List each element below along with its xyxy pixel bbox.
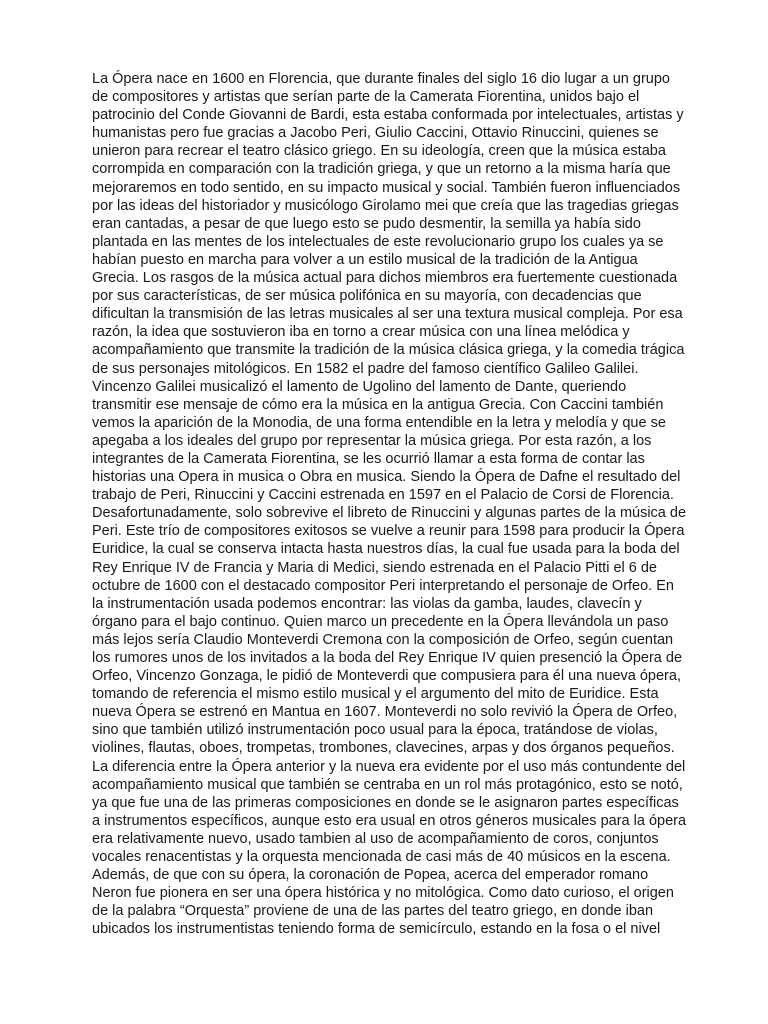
text-line: de sus personajes mitológicos. En 1582 el padre del famoso científico Galileo Galilei. <box>92 360 639 377</box>
text-line: de la palabra “Orquesta” proviene de una de las partes del teatro griego, en donde iban <box>92 903 654 920</box>
text-line: acompañamiento que transmite la tradición de la música clásica griega, y la comedia trágica <box>92 342 685 359</box>
text-line: trabajo de Peri, Rinuccini y Caccini estrenada en 1597 en el Palacio de Corsi de Florencia. <box>92 487 674 504</box>
text-line: corrompida en comparación con la tradición griega, y que un retorno a la misma haría que <box>92 161 671 178</box>
text-line: Rey Enrique IV de Francia y Maria di Medici, siendo estrenada en el Palacio Pitti el 6 de <box>92 559 657 576</box>
text-line: Además, de que con su ópera, la coronación de Popea, acerca del emperador romano <box>92 867 649 884</box>
text-line: integrantes de la Camerata Fiorentina, se les ocurrió llamar a esta forma de contar las <box>92 450 645 467</box>
text-line: mejoraremos en todo sentido, en su impacto musical y social. También fueron influenciados <box>92 179 681 196</box>
text-line: la instrumentación usada podemos encontrar: las violas da gamba, laudes, clavecín y <box>92 595 642 612</box>
text-line: unieron para recrear el teatro clásico griego. En su ideología, creen que la música estaba <box>92 143 666 160</box>
text-line: ya que fue una de las primeras composiciones en donde se le asignaron partes específicas <box>92 794 679 811</box>
text-line: por las ideas del historiador y musicólogo Girolamo mei que creía que las tragedias griegas <box>92 197 679 214</box>
text-line: era relativamente nuevo, usado tambien al uso de acompañamiento de coros, conjuntos <box>92 830 659 847</box>
text-line: más lejos sería Claudio Monteverdi Cremona con la composición de Orfeo, según cuentan <box>92 631 674 648</box>
text-line: los rumores unos de los invitados a la boda del Rey Enrique IV quien presenció la Ópera de <box>92 650 683 666</box>
text-line: historias una Opera in musica o Obra en musica. Siendo la Ópera de Dafne el resultado del <box>92 469 681 486</box>
text-line: vocales renacentistas y la orquesta mencionada de casi más de 40 músicos en la escena. <box>92 849 671 866</box>
text-line: dificultan la transmisión de las letras musicales al ser una textura musical compleja. Por esa <box>92 306 683 323</box>
text-line: sino que también utilizó instrumentación poco usual para la época, tratándose de violas, <box>92 722 658 739</box>
text-line: La diferencia entre la Ópera anterior y la nueva era evidente por el uso más contundente del <box>92 758 686 775</box>
text-line: plantada en las mentes de los intelectuales de este revolucionario grupo los cuales ya se <box>92 233 664 250</box>
text-line: Neron fue pionera en ser una ópera histórica y no mitológica. Como dato curioso, el origen <box>92 885 674 902</box>
text-line: transmitir ese mensaje de cómo era la música en la antigua Grecia. Con Caccini también <box>92 396 664 413</box>
text-line: habían puesto en marcha para volver a un estilo musical de la tradición de la Antigua <box>92 251 638 268</box>
text-line: tomando de referencia el mismo estilo musical y el argumento del mito de Euridice. Esta <box>92 686 659 703</box>
body-paragraph <box>92 70 687 939</box>
text-line: por sus características, de ser música polifónica en su mayoría, con decadencias que <box>92 288 642 305</box>
text-line: acompañamiento musical que también se centraba en un rol más protagónico, esto se notó, <box>92 776 683 793</box>
text-line: órgano para el bajo continuo. Quien marco un precedente en la Ópera llevándola un paso <box>92 613 669 630</box>
text-line: eran cantadas, a pesar de que luego esto se pudo desmentir, la semilla ya había sido <box>92 215 641 232</box>
text-line: vemos la aparición de la Monodia, de una forma entendible en la letra y melodía y que se <box>92 414 666 431</box>
text-line: octubre de 1600 con el destacado compositor Peri interpretando el personaje de Orfeo. En <box>92 577 674 594</box>
text-line: La Ópera nace en 1600 en Florencia, que durante finales del siglo 16 dio lugar a un grupo <box>92 71 670 87</box>
text-line: ubicados los instrumentistas teniendo forma de semicírculo, estando en la fosa o el nivel <box>92 921 661 938</box>
text-line: a instrumentos específicos, aunque esto era usual en otros géneros musicales para la ópera <box>92 812 687 829</box>
text-line: patrocinio del Conde Giovanni de Bardi, esta estaba conformada por intelectuales, artistas y <box>92 107 684 124</box>
text-line: violines, flautas, oboes, trompetas, trombones, clavecines, arpas y dos órganos pequeños. <box>92 740 675 757</box>
text-line: Grecia. Los rasgos de la música actual para dichos miembros era fuertemente cuestionada <box>92 270 678 287</box>
text-line: Orfeo, Vincenzo Gonzaga, le pidió de Monteverdi que compusiera para él una nueva ópera, <box>92 668 681 685</box>
text-line: de compositores y artistas que serían parte de la Camerata Fiorentina, unidos bajo el <box>92 89 640 106</box>
text-line: nueva Ópera se estrenó en Mantua en 1607. Monteverdi no solo revivió la Ópera de Orfeo, <box>92 704 678 721</box>
text-line: Euridice, la cual se conserva intacta hasta nuestros días, la cual fue usada para la boda del <box>92 541 680 558</box>
text-line: Peri. Este trío de compositores exitosos se vuelve a reunir para 1598 para producir la Ópera <box>92 523 685 540</box>
text-line: apegaba a los ideales del grupo por representar la música griega. Por esta razón, a los <box>92 432 652 449</box>
text-line: humanistas pero fue gracias a Jacobo Peri, Giulio Caccini, Ottavio Rinuccini, quienes se <box>92 125 659 142</box>
text-line: razón, la idea que sostuvieron iba en torno a crear música con una línea melódica y <box>92 324 630 341</box>
text-line: Vincenzo Galilei musicalizó el lamento de Ugolino del lamento de Dante, queriendo <box>92 378 627 395</box>
text-line: Desafortunadamente, solo sobrevive el libreto de Rinuccini y algunas partes de la música de <box>92 505 687 522</box>
